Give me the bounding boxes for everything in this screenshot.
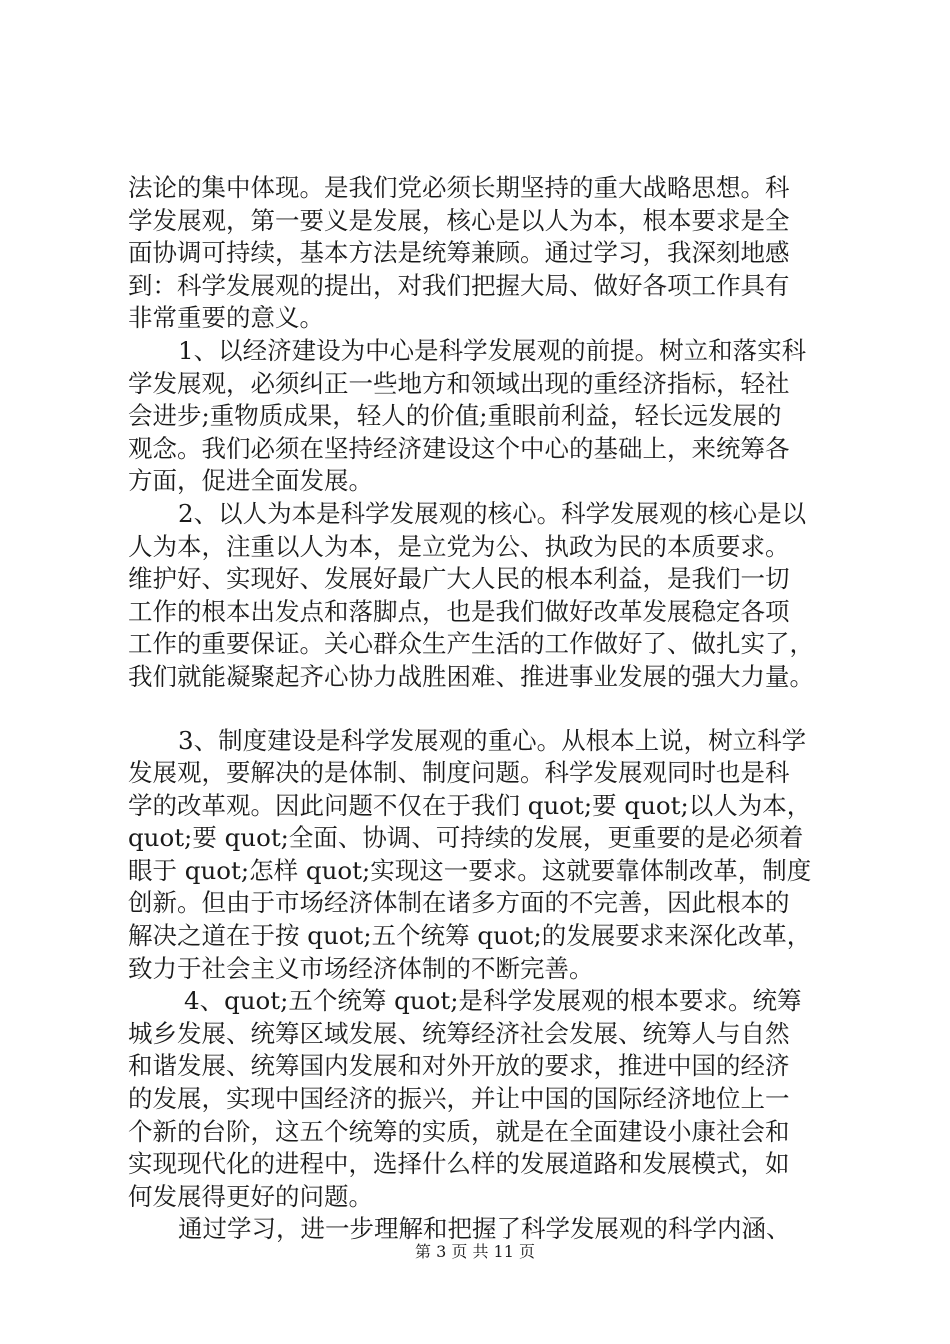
text-line: 4、quot;五个统筹 quot;是科学发展观的根本要求。统筹 [184, 986, 802, 1016]
text-line: 实现现代化的进程中，选择什么样的发展道路和发展模式，如 [128, 1149, 790, 1179]
text-line: 2、以人为本是科学发展观的核心。科学发展观的核心是以 [178, 498, 807, 528]
document-body [128, 172, 828, 1246]
paragraph-gap [128, 694, 828, 725]
text-line: 何发展得更好的问题。 [128, 1181, 373, 1211]
text-line: 面协调可持续，基本方法是统筹兼顾。通过学习，我深刻地感 [128, 238, 790, 268]
text-line: 工作的根本出发点和落脚点，也是我们做好改革发展稳定各项 [128, 596, 790, 626]
text-line: 非常重要的意义。 [128, 303, 324, 333]
text-line: 眼于 quot;怎样 quot;实现这一要求。这就要靠体制改革，制度 [128, 855, 812, 885]
text-line: 会进步;重物质成果，轻人的价值;重眼前利益，轻长远发展的 [128, 401, 782, 431]
text-line: 学发展观，第一要义是发展，核心是以人为本，根本要求是全 [128, 205, 790, 235]
text-line: 学发展观，必须纠正一些地方和领域出现的重经济指标，轻社 [128, 368, 790, 398]
text-line: 观念。我们必须在坚持经济建设这个中心的基础上，来统筹各 [128, 433, 790, 463]
text-line: 人为本，注重以人为本，是立党为公、执政为民的本质要求。 [128, 531, 790, 561]
text-line: 法论的集中体现。是我们党必须长期坚持的重大战略思想。科 [128, 173, 790, 202]
text-line: 和谐发展、统筹国内发展和对外开放的要求，推进中国的经济 [128, 1051, 790, 1081]
text-line: 个新的台阶，这五个统筹的实质，就是在全面建设小康社会和 [128, 1116, 790, 1146]
text-line: 学的改革观。因此问题不仅在于我们 quot;要 quot;以人为本， [128, 790, 812, 820]
text-line: 维护好、实现好、发展好最广大人民的根本利益，是我们一切 [128, 564, 790, 594]
text-line: 3、制度建设是科学发展观的重心。从根本上说，树立科学 [178, 725, 807, 755]
text-line: quot;要 quot;全面、协调、可持续的发展，更重要的是必须着 [128, 823, 804, 853]
text-line: 的发展，实现中国经济的振兴，并让中国的国际经济地位上一 [128, 1084, 790, 1114]
text-line: 致力于社会主义市场经济体制的不断完善。 [128, 953, 594, 983]
text-line: 我们就能凝聚起齐心协力战胜困难、推进事业发展的强大力量。 [128, 661, 814, 691]
text-line: 工作的重要保证。关心群众生产生活的工作做好了、做扎实了， [128, 629, 814, 659]
text-line: 发展观，要解决的是体制、制度问题。科学发展观同时也是科 [128, 758, 790, 788]
text-line: 通过学习，进一步理解和把握了科学发展观的科学内涵、 [178, 1214, 791, 1244]
text-line: 1、以经济建设为中心是科学发展观的前提。树立和落实科 [178, 335, 807, 365]
page-footer: 第 3 页 共 11 页 [415, 1242, 535, 1261]
text-line: 到：科学发展观的提出，对我们把握大局、做好各项工作具有 [128, 270, 790, 300]
text-line: 方面，促进全面发展。 [128, 466, 373, 496]
text-line: 解决之道在于按 quot;五个统筹 quot;的发展要求来深化改革， [128, 921, 812, 951]
text-line: 创新。但由于市场经济体制在诸多方面的不完善，因此根本的 [128, 888, 790, 918]
text-line: 城乡发展、统筹区域发展、统筹经济社会发展、统筹人与自然 [128, 1018, 790, 1048]
